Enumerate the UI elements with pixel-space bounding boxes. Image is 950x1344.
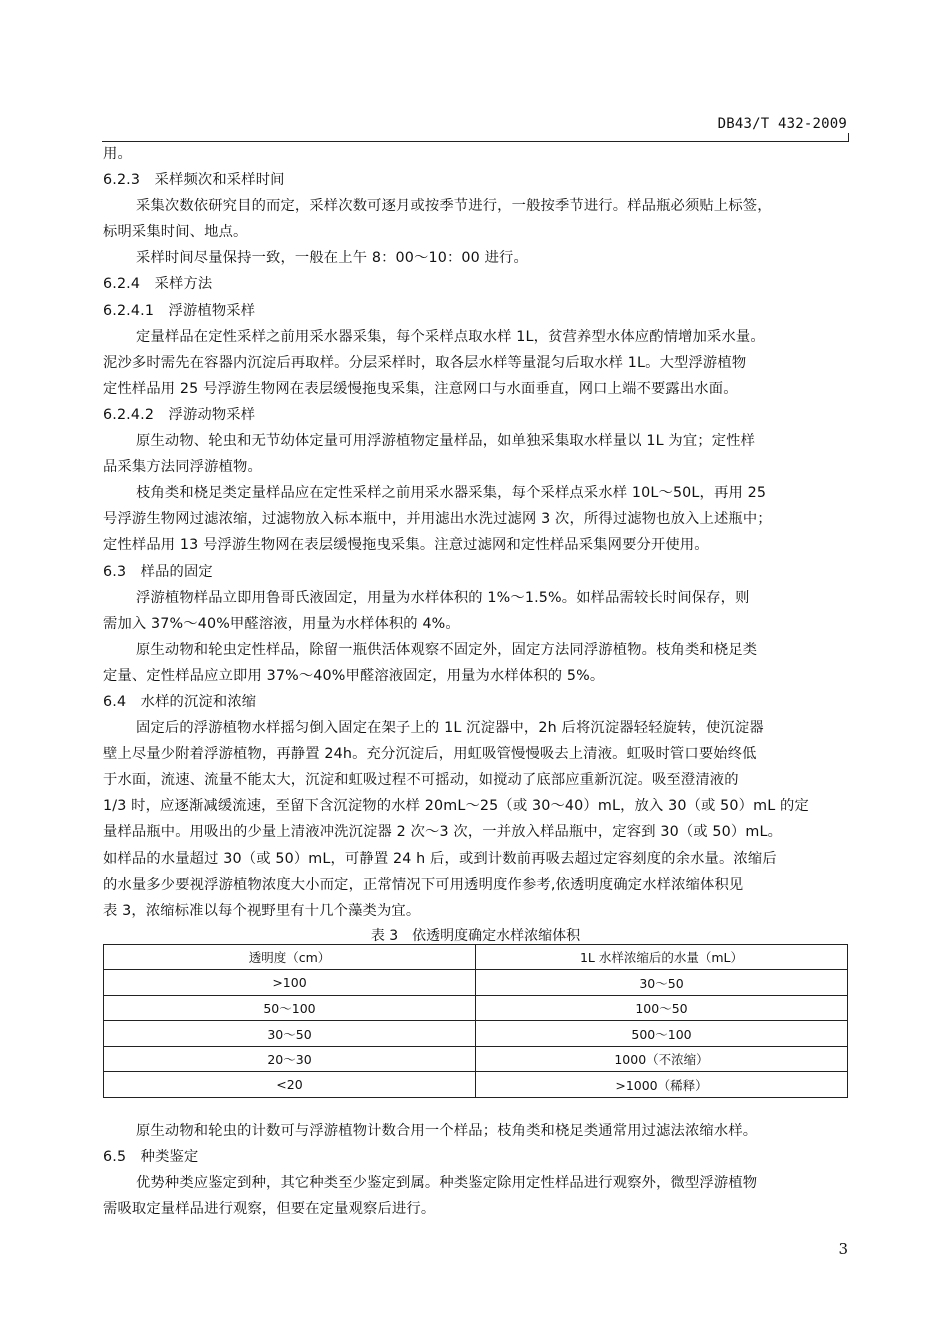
text-line: 于水面，流速、流量不能太大，沉淀和虹吸过程不可摇动，如搅动了底部应重新沉淀。吸至澄清液的 bbox=[103, 772, 739, 789]
page-content bbox=[103, 141, 848, 1222]
table-cell: <20 bbox=[104, 1072, 476, 1098]
table-row bbox=[104, 1072, 848, 1098]
text-line: 原生动物、轮虫和无节幼体定量可用浮游植物定量样品，如单独采集取水样量以 1L 为宜；定性样 bbox=[136, 433, 756, 450]
text-line: 量样品瓶中。用吸出的少量上清液冲洗沉淀器 2 次～3 次，一并放入样品瓶中，定容到 30（或 50）mL。 bbox=[103, 824, 783, 841]
table-cell: 20～30 bbox=[104, 1046, 476, 1072]
text-line: 定量样品在定性采样之前用采水器采集，每个采样点取水样 1L，贫营养型水体应酌情增加采水量。 bbox=[136, 328, 765, 345]
text-line: 6.2.3 采样频次和采样时间 bbox=[103, 172, 285, 189]
text-line: 如样品的水量超过 30（或 50）mL，可静置 24 h 后，或到计数前再吸去超过定容刻度的余水量。浓缩后 bbox=[103, 850, 777, 867]
table-header-volume: 1L 水样浓缩后的水量（mL） bbox=[476, 944, 848, 970]
body-text-after-table bbox=[103, 1118, 848, 1222]
text-line: 用。 bbox=[103, 146, 132, 162]
table-cell: 50～100 bbox=[104, 995, 476, 1021]
text-line: 6.2.4.2 浮游动物采样 bbox=[103, 406, 256, 423]
text-line: 原生动物和轮虫的计数可与浮游植物计数合用一个样品；枝角类和桡足类通常用过滤法浓缩水样。 bbox=[136, 1122, 758, 1139]
text-line: 需加入 37%～40%甲醛溶液，用量为水样体积的 4%。 bbox=[103, 615, 460, 632]
text-line: 固定后的浮游植物水样摇匀倒入固定在架子上的 1L 沉淀器中，2h 后将沉淀器轻轻旋转，使沉淀器 bbox=[136, 720, 764, 737]
text-line: 原生动物和轮虫定性样品，除留一瓶供活体观察不固定外，固定方法同浮游植物。枝角类和桡足类 bbox=[136, 641, 758, 658]
text-line: 定性样品用 25 号浮游生物网在表层缓慢拖曳采集，注意网口与水面垂直，网口上端不要露出水面。 bbox=[103, 380, 738, 397]
text-line: 枝角类和桡足类定量样品应在定性采样之前用采水器采集，每个采样点采水样 10L～50L，再用 25 bbox=[136, 485, 767, 502]
text-line: 表 3，浓缩标准以每个视野里有十几个藻类为宜。 bbox=[103, 902, 421, 919]
text-line: 浮游植物样品立即用鲁哥氏液固定，用量为水样体积的 1%～1.5%。如样品需较长时间保存，则 bbox=[136, 589, 750, 606]
text-line: 6.2.4.1 浮游植物采样 bbox=[103, 302, 256, 319]
transparency-table bbox=[103, 944, 848, 1098]
text-line: 采集次数依研究目的而定，采样次数可逐月或按季节进行，一般按季节进行。样品瓶必须贴上标签， bbox=[136, 198, 772, 215]
text-line: 优势种类应鉴定到种，其它种类至少鉴定到属。种类鉴定除用定性样品进行观察外，微型浮游植物 bbox=[136, 1175, 758, 1191]
table-header-transparency: 透明度（cm） bbox=[104, 944, 476, 970]
text-line: 标明采集时间、地点。 bbox=[103, 224, 248, 241]
text-line: 的水量多少要视浮游植物浓度大小而定，正常情况下可用透明度作参考,依透明度确定水样浓缩体积见 bbox=[103, 876, 744, 893]
table-row bbox=[104, 1021, 848, 1047]
table-caption: 表 3 依透明度确定水样浓缩体积 bbox=[370, 927, 581, 944]
table-cell: >100 bbox=[104, 970, 476, 996]
text-line: 6.5 种类鉴定 bbox=[103, 1148, 199, 1165]
table-cell: >1000（稀释） bbox=[476, 1072, 848, 1098]
text-line: 定量、定性样品应立即用 37%～40%甲醛溶液固定，用量为水样体积的 5%。 bbox=[103, 667, 605, 684]
table-row bbox=[104, 1046, 848, 1072]
text-line: 采样时间尽量保持一致，一般在上午 8：00～10：00 进行。 bbox=[136, 250, 528, 267]
text-line: 1/3 时，应逐渐减缓流速，至留下含沉淀物的水样 20mL～25（或 30～40）mL，放入 30（或 50）mL 的定 bbox=[103, 798, 809, 815]
table-cell: 30～50 bbox=[104, 1021, 476, 1047]
text-line: 定性样品用 13 号浮游生物网在表层缓慢拖曳采集。注意过滤网和定性样品采集网要分开使用。 bbox=[103, 537, 709, 554]
text-line: 6.2.4 采样方法 bbox=[103, 276, 213, 293]
header-divider-tick bbox=[848, 133, 849, 141]
table-cell: 500～100 bbox=[476, 1021, 848, 1047]
text-line: 号浮游生物网过滤浓缩，过滤物放入标本瓶中，并用滤出水洗过滤网 3 次，所得过滤物也放入上述瓶中； bbox=[103, 511, 772, 528]
table-cell: 100～50 bbox=[476, 995, 848, 1021]
text-line: 需吸取定量样品进行观察，但要在定量观察后进行。 bbox=[103, 1201, 436, 1218]
text-line: 品采集方法同浮游植物。 bbox=[103, 459, 262, 476]
text-line: 6.4 水样的沉淀和浓缩 bbox=[103, 693, 257, 710]
table-row bbox=[104, 970, 848, 996]
document-code: DB43/T 432-2009 bbox=[717, 116, 847, 132]
table-cell: 1000（不浓缩） bbox=[476, 1046, 848, 1072]
text-line: 6.3 样品的固定 bbox=[103, 563, 213, 580]
text-line: 壁上尽量少附着浮游植物，再静置 24h。充分沉淀后，用虹吸管慢慢吸去上清液。虹吸时管口要始终低 bbox=[103, 746, 757, 763]
text-line: 泥沙多时需先在容器内沉淀后再取样。分层采样时，取各层水样等量混匀后取水样 1L。大型浮游植物 bbox=[103, 354, 747, 371]
table-row bbox=[104, 995, 848, 1021]
table-header-row bbox=[104, 944, 848, 970]
body-text-before-table bbox=[103, 141, 848, 924]
page-number: 3 bbox=[838, 1240, 848, 1258]
table-cell: 30～50 bbox=[476, 970, 848, 996]
